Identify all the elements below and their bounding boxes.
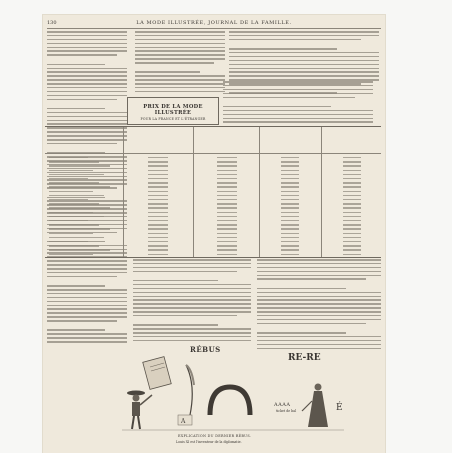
text-line <box>47 308 127 310</box>
table-cell <box>343 161 361 162</box>
text-line <box>223 114 373 116</box>
text-line <box>47 341 127 343</box>
table-cell <box>148 161 168 162</box>
text-line <box>223 106 331 108</box>
table-divider <box>193 127 194 257</box>
table-cell <box>49 245 99 246</box>
text-line <box>133 288 251 290</box>
newspaper-page <box>43 15 385 453</box>
paper-letter-icon <box>178 415 192 425</box>
text-line <box>257 271 381 273</box>
text-line <box>47 39 127 41</box>
text-line <box>47 50 127 52</box>
text-line <box>47 333 127 335</box>
text-line <box>229 35 379 37</box>
table-cell <box>49 157 88 158</box>
text-line <box>223 81 373 83</box>
text-line <box>47 120 127 122</box>
text-block-right-mid <box>223 81 373 123</box>
table-cell <box>217 165 237 166</box>
svg-text:A: A <box>180 418 186 425</box>
text-line <box>257 311 381 313</box>
table-cell <box>281 199 299 200</box>
table-cell <box>281 178 299 179</box>
text-line <box>47 68 127 70</box>
text-line <box>47 54 117 56</box>
text-line <box>257 263 381 265</box>
text-line <box>257 340 381 342</box>
text-line <box>47 108 105 110</box>
rebus-trailing-letter: É <box>336 403 343 413</box>
table-cell <box>281 216 299 217</box>
table-cell <box>343 233 361 234</box>
text-line <box>135 83 225 85</box>
table-divider <box>321 127 322 257</box>
text-line <box>133 307 251 309</box>
text-line <box>257 327 381 330</box>
table-cell <box>281 182 299 183</box>
table-cell <box>148 216 168 217</box>
text-line <box>47 64 105 66</box>
table-cell <box>217 245 237 246</box>
text-line <box>47 305 127 307</box>
table-cell <box>217 174 237 175</box>
table-cell <box>148 174 168 175</box>
table-cell <box>217 228 237 229</box>
table-cell <box>281 157 299 158</box>
table-cell <box>281 161 299 162</box>
text-line <box>257 323 366 325</box>
text-line <box>135 54 225 56</box>
text-line <box>223 100 373 103</box>
rebus-letters: AAAA <box>274 402 290 408</box>
table-cell <box>148 233 168 234</box>
man-figure-icon <box>127 391 152 430</box>
text-line <box>47 312 127 314</box>
text-line <box>223 118 373 120</box>
text-line <box>47 316 127 318</box>
horseshoe-icon <box>210 387 250 415</box>
table-cell <box>148 224 168 225</box>
price-table <box>45 126 381 258</box>
text-line <box>135 58 225 60</box>
table-cell <box>148 182 168 183</box>
table-cell <box>343 195 361 196</box>
table-cell <box>49 249 110 250</box>
text-line <box>47 289 127 291</box>
table-cell <box>343 186 361 187</box>
table-cell <box>49 224 99 225</box>
woman-figure-icon <box>302 384 328 428</box>
rebus-title: RÉBUS <box>190 345 221 354</box>
text-line <box>133 315 237 317</box>
price-box-title: PRIX DE LA MODE ILLUSTRÉE <box>128 104 218 116</box>
table-cell <box>343 228 361 229</box>
text-line <box>257 267 381 269</box>
text-line <box>47 293 127 295</box>
table-cell <box>343 203 361 204</box>
table-cell <box>217 237 237 238</box>
text-line <box>47 337 127 339</box>
text-line <box>133 303 251 305</box>
table-cell <box>217 207 237 208</box>
table-cell <box>49 165 110 166</box>
table-cell <box>49 186 110 187</box>
table-cell <box>281 174 299 175</box>
text-line <box>223 93 373 95</box>
table-cell <box>217 191 237 192</box>
table-cell <box>148 165 168 166</box>
table-cell <box>343 178 361 179</box>
table-divider <box>259 127 260 257</box>
table-cell <box>343 170 361 171</box>
table-cell <box>148 195 168 196</box>
table-cell <box>49 228 110 229</box>
table-cell <box>281 233 299 234</box>
table-cell <box>148 178 168 179</box>
text-line <box>133 299 251 301</box>
text-line <box>133 336 251 338</box>
text-line <box>47 324 127 327</box>
table-cell <box>49 178 88 179</box>
table-cell <box>217 249 237 250</box>
table-cell <box>217 157 237 158</box>
table-cell <box>49 195 104 196</box>
table-cell <box>217 224 237 225</box>
text-line <box>257 259 381 261</box>
text-line <box>257 299 381 301</box>
table-cell <box>217 178 237 179</box>
text-line <box>47 280 127 283</box>
text-line <box>229 48 337 50</box>
text-line <box>135 71 200 73</box>
table-cell <box>217 186 237 187</box>
table-cell <box>49 212 93 213</box>
text-line <box>133 275 251 278</box>
rebus-explanation-text: Louis XI est l'inventeur de la diplomatie. <box>176 440 242 444</box>
table-cell <box>49 161 99 162</box>
table-cell <box>217 199 237 200</box>
text-line <box>135 79 225 81</box>
table-cell <box>281 249 299 250</box>
text-line <box>47 272 127 274</box>
text-line <box>47 301 127 303</box>
text-line <box>135 31 225 33</box>
table-cell <box>148 237 168 238</box>
text-line <box>47 79 127 81</box>
table-cell <box>217 203 237 204</box>
text-line <box>229 75 379 77</box>
book-icon <box>143 357 171 390</box>
text-line <box>135 91 225 93</box>
table-cell <box>217 254 237 255</box>
table-cell <box>217 216 237 217</box>
text-line <box>223 85 373 87</box>
text-line <box>257 296 381 298</box>
text-line <box>229 43 379 46</box>
table-cell <box>148 203 168 204</box>
table-cell <box>281 212 299 213</box>
text-line <box>257 288 346 290</box>
table-cell <box>148 245 168 246</box>
text-line <box>257 303 381 305</box>
text-line <box>229 60 379 62</box>
text-line <box>47 99 117 101</box>
text-line <box>47 43 127 45</box>
text-line <box>257 319 381 321</box>
text-line <box>47 264 127 266</box>
table-cell <box>148 191 168 192</box>
text-line <box>257 336 381 338</box>
table-cell <box>281 220 299 221</box>
text-line <box>133 324 218 326</box>
text-line <box>133 292 251 294</box>
text-line <box>257 282 381 285</box>
table-cell <box>49 199 88 200</box>
table-cell <box>343 237 361 238</box>
text-line <box>223 97 355 99</box>
text-line <box>47 47 127 49</box>
table-cell <box>217 241 237 242</box>
text-line <box>135 39 225 41</box>
table-cell <box>343 241 361 242</box>
text-line <box>47 31 127 33</box>
table-cell <box>148 228 168 229</box>
table-cell <box>49 174 104 175</box>
text-line <box>229 71 379 73</box>
text-line <box>47 91 127 93</box>
text-line <box>135 35 225 37</box>
table-cell <box>281 237 299 238</box>
text-line <box>257 332 346 334</box>
text-line <box>47 83 127 85</box>
table-cell <box>281 245 299 246</box>
table-cell <box>148 249 168 250</box>
rebus-puzzle <box>118 345 348 445</box>
running-title: LA MODE ILLUSTRÉE, JOURNAL DE LA FAMILLE. <box>47 18 381 28</box>
table-cell <box>49 220 88 221</box>
text-line <box>133 296 251 298</box>
text-line <box>135 43 225 45</box>
table-cell <box>217 195 237 196</box>
table-cell <box>217 220 237 221</box>
text-line <box>257 307 381 309</box>
rebus-word-fragment: RE-RE <box>288 353 321 363</box>
table-cell <box>49 182 99 183</box>
table-cell <box>343 182 361 183</box>
text-line <box>47 260 127 262</box>
table-cell <box>148 199 168 200</box>
table-cell <box>343 191 361 192</box>
table-cell <box>281 186 299 187</box>
text-line <box>47 95 127 97</box>
table-cell <box>343 216 361 217</box>
text-line <box>229 68 379 70</box>
table-cell <box>49 254 93 255</box>
table-cell <box>49 207 110 208</box>
page-header <box>47 18 381 29</box>
table-cell <box>343 199 361 200</box>
table-cell <box>343 165 361 166</box>
text-line <box>47 297 127 299</box>
text-line <box>229 31 379 33</box>
table-cell <box>148 212 168 213</box>
text-line <box>47 116 127 118</box>
table-cell <box>343 207 361 208</box>
text-line <box>229 52 379 54</box>
price-table-header <box>45 129 381 154</box>
text-line <box>229 39 361 41</box>
rebus-explanation-title: EXPLICATION DU DERNIER RÉBUS. <box>178 434 251 438</box>
text-line <box>257 278 366 280</box>
table-cell <box>49 191 93 192</box>
table-cell <box>281 195 299 196</box>
table-cell <box>281 228 299 229</box>
text-line <box>133 271 237 273</box>
table-cell <box>343 212 361 213</box>
text-line <box>47 75 127 77</box>
table-cell <box>49 237 104 238</box>
table-cell <box>217 161 237 162</box>
table-cell <box>343 249 361 250</box>
table-cell <box>281 254 299 255</box>
table-cell <box>281 191 299 192</box>
text-line <box>47 276 117 278</box>
text-line <box>229 56 379 58</box>
text-line <box>257 315 381 317</box>
text-column-right <box>135 31 225 95</box>
text-line <box>133 332 251 334</box>
table-cell <box>49 216 104 217</box>
text-line <box>47 71 127 73</box>
text-line <box>133 328 251 330</box>
text-line <box>135 66 225 69</box>
table-cell <box>49 170 93 171</box>
text-line <box>47 285 105 287</box>
text-line <box>47 112 127 114</box>
table-cell <box>343 245 361 246</box>
text-line <box>47 103 127 106</box>
text-line <box>133 319 251 322</box>
table-cell <box>148 157 168 158</box>
text-line <box>135 62 214 64</box>
table-divider <box>123 127 124 257</box>
table-cell <box>49 241 88 242</box>
table-cell <box>49 203 99 204</box>
price-box-subtitle: POUR LA FRANCE ET L'ÉTRANGER <box>128 117 218 121</box>
table-cell <box>343 220 361 221</box>
text-column-lower-right <box>257 259 381 351</box>
text-line <box>257 275 381 277</box>
table-cell <box>148 220 168 221</box>
table-cell <box>217 233 237 234</box>
table-cell <box>281 203 299 204</box>
quill-icon <box>186 365 194 415</box>
text-column-lower-left <box>133 259 251 344</box>
text-line <box>223 110 373 112</box>
page-number: 130 <box>47 18 57 28</box>
table-cell <box>343 224 361 225</box>
table-cell <box>343 254 361 255</box>
table-cell <box>148 186 168 187</box>
text-line <box>257 292 381 294</box>
text-line <box>133 340 251 342</box>
text-line <box>47 329 105 331</box>
text-line <box>135 87 225 89</box>
text-line <box>47 320 117 322</box>
table-cell <box>281 241 299 242</box>
table-cell <box>217 212 237 213</box>
table-cell <box>49 233 93 234</box>
text-line <box>223 121 373 123</box>
rebus-ticket-label: ticket de bal <box>276 409 296 413</box>
text-line <box>133 259 251 261</box>
table-cell <box>148 241 168 242</box>
price-box <box>127 97 219 125</box>
text-line <box>133 267 251 269</box>
table-cell <box>148 170 168 171</box>
text-line <box>133 311 251 313</box>
text-line <box>47 58 127 61</box>
text-line <box>47 87 127 89</box>
text-line <box>135 47 225 49</box>
text-line <box>133 280 218 282</box>
table-cell <box>281 207 299 208</box>
table-cell <box>343 157 361 158</box>
text-line <box>135 50 225 52</box>
table-cell <box>281 165 299 166</box>
table-cell <box>217 170 237 171</box>
table-cell <box>217 182 237 183</box>
table-cell <box>148 207 168 208</box>
table-cell <box>148 254 168 255</box>
table-cell <box>343 174 361 175</box>
table-cell <box>281 170 299 171</box>
text-line <box>47 123 127 125</box>
text-line <box>133 284 251 286</box>
text-line <box>229 64 379 66</box>
text-line <box>47 35 127 37</box>
text-line <box>135 75 225 77</box>
table-cell <box>281 224 299 225</box>
rebus-illustration <box>118 345 348 435</box>
text-line <box>47 268 127 270</box>
text-line <box>133 263 251 265</box>
text-line <box>223 89 373 91</box>
